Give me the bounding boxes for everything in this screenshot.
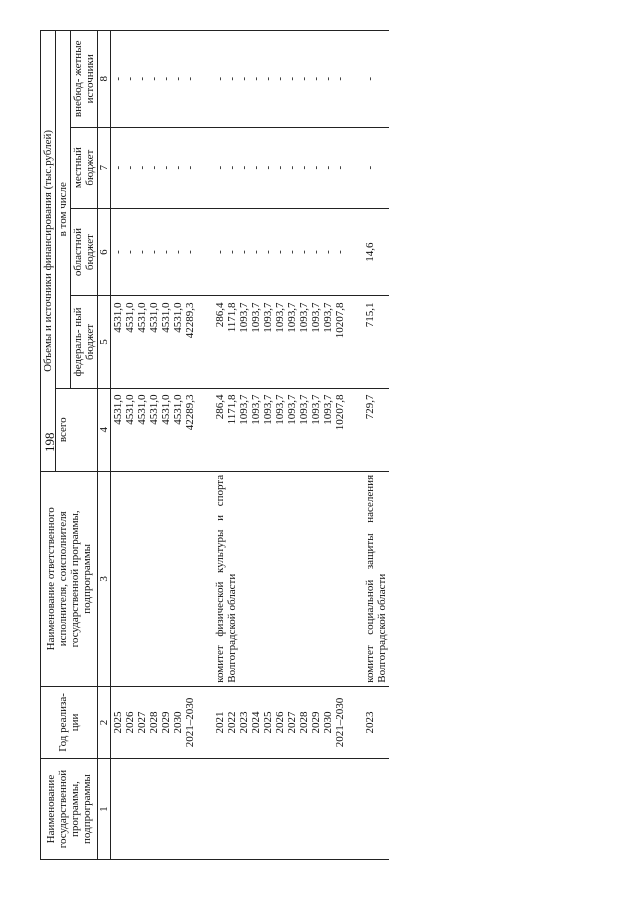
total-cell-value: 1093,7 [322,394,334,425]
year-cell-value: 2024 [250,711,262,734]
year-cell [213,686,347,758]
federal-cell-value: 1093,7 [262,302,274,333]
header-num: 7 [98,127,111,208]
rotated-sheet [40,30,610,860]
local-cell-value: - [160,165,172,170]
regional-cell-value: - [148,250,160,254]
extra-cell-value: - [286,76,298,81]
regional-cell-value: - [262,250,274,254]
federal-cell-value: 4531,0 [112,302,124,333]
year-cell-value: 2021–2030 [334,697,346,748]
program-name-cell [213,759,347,860]
executor-cell [111,471,198,686]
regional-cell-value: - [124,250,136,254]
total-cell-value: 1093,7 [310,394,322,425]
extra-cell-value: - [262,76,274,81]
extra-cell-value: - [226,76,238,81]
local-cell-value: - [286,165,298,170]
year-cell-value: 2021 [214,711,226,734]
spacer-cell [347,471,363,686]
executor-cell: комитет социальной защиты населения Волгоградской области [363,471,389,686]
header-num: 2 [98,686,111,758]
spacer-cell [197,31,213,128]
header-extra: внебюд- жетные источники [71,31,98,128]
regional-cell-value: - [226,250,238,254]
extra-cell-value: - [322,76,334,81]
total-cell-value: 4531,0 [172,394,184,425]
total-cell-value: 729,7 [364,394,376,420]
spacer-cell [197,471,213,686]
year-cell-value: 2027 [286,711,298,734]
federal-cell-value: 1093,7 [298,302,310,333]
extra-cell-value: - [172,76,184,81]
page-number: 198 [42,432,57,452]
extra-cell-value: - [112,76,124,81]
regional-cell-value: - [238,250,250,254]
program-name-cell [363,759,389,860]
regional-cell [111,208,198,296]
regional-cell-value: - [160,250,172,254]
extra-cell-value: - [184,76,196,81]
federal-cell-value: 4531,0 [136,302,148,333]
federal-cell-value: 1093,7 [250,302,262,333]
local-cell-value: - [250,165,262,170]
local-cell-value: - [262,165,274,170]
extra-cell-value: - [238,76,250,81]
total-cell-value: 1093,7 [238,394,250,425]
federal-cell-value: 4531,0 [124,302,136,333]
federal-cell-value: 1093,7 [310,302,322,333]
local-cell-value: - [112,165,124,170]
local-cell-value: - [184,165,196,170]
extra-cell-value: - [214,76,226,81]
federal-cell [363,296,389,388]
regional-cell [213,208,347,296]
local-cell [363,127,389,208]
funding-table [40,30,389,860]
local-cell-value: - [298,165,310,170]
regional-cell-value: - [172,250,184,254]
total-cell-value: 4531,0 [148,394,160,425]
spacer-cell [197,388,213,471]
extra-cell-value: - [160,76,172,81]
year-cell-value: 2026 [124,711,136,734]
table-row [213,31,347,860]
total-cell-value: 1093,7 [262,394,274,425]
year-cell-value: 2021–2030 [184,697,196,748]
year-cell-value: 2025 [112,711,124,734]
extra-cell-value: - [310,76,322,81]
spacer-cell [347,208,363,296]
total-cell-value: 4531,0 [124,394,136,425]
header-program-name: Наименование государственной программы, подпрограммы [41,759,98,860]
year-cell-value: 2023 [238,711,250,734]
federal-cell-value: 1093,7 [274,302,286,333]
regional-cell-value: - [184,250,196,254]
year-cell-value: 2030 [322,711,334,734]
extra-cell [213,31,347,128]
extra-cell [363,31,389,128]
year-cell-value: 2025 [262,711,274,734]
federal-cell [111,296,198,388]
spacer-cell [347,296,363,388]
year-cell-value: 2029 [310,711,322,734]
total-cell-value: 1093,7 [286,394,298,425]
spacer-cell [197,759,213,860]
local-cell-value: - [226,165,238,170]
header-num: 4 [98,388,111,471]
local-cell-value: - [148,165,160,170]
total-cell-value: 286,4 [214,394,226,420]
federal-cell-value: 1093,7 [286,302,298,333]
extra-cell-value: - [124,76,136,81]
extra-cell-value: - [274,76,286,81]
regional-cell-value: - [214,250,226,254]
year-cell-value: 2026 [274,711,286,734]
local-cell-value: - [238,165,250,170]
total-cell-value: 1171,8 [226,394,238,425]
header-executor: Наименование ответственного исполнителя, соисполнителя государственной программы, подпрограммы [41,471,98,686]
total-cell-value: 4531,0 [160,394,172,425]
spacer-cell [347,686,363,758]
spacer-cell [197,686,213,758]
table-row [363,31,389,860]
year-cell [111,686,198,758]
table-body [111,31,390,860]
total-cell [213,388,347,471]
total-cell-value: 1093,7 [274,394,286,425]
header-num: 8 [98,31,111,128]
extra-cell-value: - [148,76,160,81]
year-cell-value: 2023 [364,711,376,734]
federal-cell [213,296,347,388]
header-including: в том числе [56,31,71,389]
spacer-cell [197,208,213,296]
header-total: всего [56,388,98,471]
federal-cell-value: 1093,7 [322,302,334,333]
year-cell-value: 2022 [226,711,238,734]
federal-cell-value: 4531,0 [160,302,172,333]
year-cell [363,686,389,758]
year-cell-value: 2028 [298,711,310,734]
header-federal: федераль- ный бюджет [71,296,98,388]
total-cell-value: 4531,0 [112,394,124,425]
spacer-cell [197,127,213,208]
federal-cell-value: 1093,7 [238,302,250,333]
program-name-cell [111,759,198,860]
year-cell-value: 2029 [160,711,172,734]
federal-cell-value: 4531,0 [172,302,184,333]
local-cell-value: - [214,165,226,170]
spacer-cell [347,127,363,208]
local-cell-value: - [364,165,376,170]
regional-cell-value: - [112,250,124,254]
total-cell [363,388,389,471]
extra-cell-value: - [136,76,148,81]
total-cell-value: 10207,8 [334,394,346,431]
regional-cell-value: - [250,250,262,254]
regional-cell [363,208,389,296]
spacer-cell [347,388,363,471]
local-cell-value: - [310,165,322,170]
extra-cell-value: - [364,76,376,81]
local-cell [213,127,347,208]
spacer-cell [347,31,363,128]
local-cell-value: - [136,165,148,170]
regional-cell-value: 14,6 [364,242,376,262]
local-cell-value: - [172,165,184,170]
header-local: местный бюджет [71,127,98,208]
regional-cell-value: - [322,250,334,254]
regional-cell-value: - [286,250,298,254]
extra-cell-value: - [334,76,346,81]
total-cell-value: 1093,7 [298,394,310,425]
header-num: 3 [98,471,111,686]
year-cell-value: 2027 [136,711,148,734]
regional-cell-value: - [310,250,322,254]
regional-cell-value: - [136,250,148,254]
table-row [111,31,198,860]
header-regional: областной бюджет [71,208,98,296]
spacer-cell [197,296,213,388]
federal-cell-value: 42289,3 [184,302,196,339]
spacer-cell [347,759,363,860]
header-funding: Объемы и источники финансирования (тыс.рублей) [41,31,56,472]
total-cell-value: 1093,7 [250,394,262,425]
extra-cell [111,31,198,128]
federal-cell-value: 286,4 [214,302,226,328]
total-cell-value: 4531,0 [136,394,148,425]
extra-cell-value: - [298,76,310,81]
federal-cell-value: 715,1 [364,302,376,328]
total-cell [111,388,198,471]
total-cell-value: 42289,3 [184,394,196,431]
regional-cell-value: - [274,250,286,254]
local-cell-value: - [334,165,346,170]
federal-cell-value: 4531,0 [148,302,160,333]
local-cell-value: - [124,165,136,170]
executor-cell: комитет физической культуры и спорта Волгоградской области [213,471,347,686]
regional-cell-value: - [298,250,310,254]
header-year: Год реализа- ции [41,686,98,758]
local-cell [111,127,198,208]
regional-cell-value: - [334,250,346,254]
year-cell-value: 2030 [172,711,184,734]
federal-cell-value: 10207,8 [334,302,346,339]
federal-cell-value: 1171,8 [226,302,238,333]
extra-cell-value: - [250,76,262,81]
header-num: 6 [98,208,111,296]
year-cell-value: 2028 [148,711,160,734]
local-cell-value: - [322,165,334,170]
header-num: 1 [98,759,111,860]
header-num: 5 [98,296,111,388]
local-cell-value: - [274,165,286,170]
